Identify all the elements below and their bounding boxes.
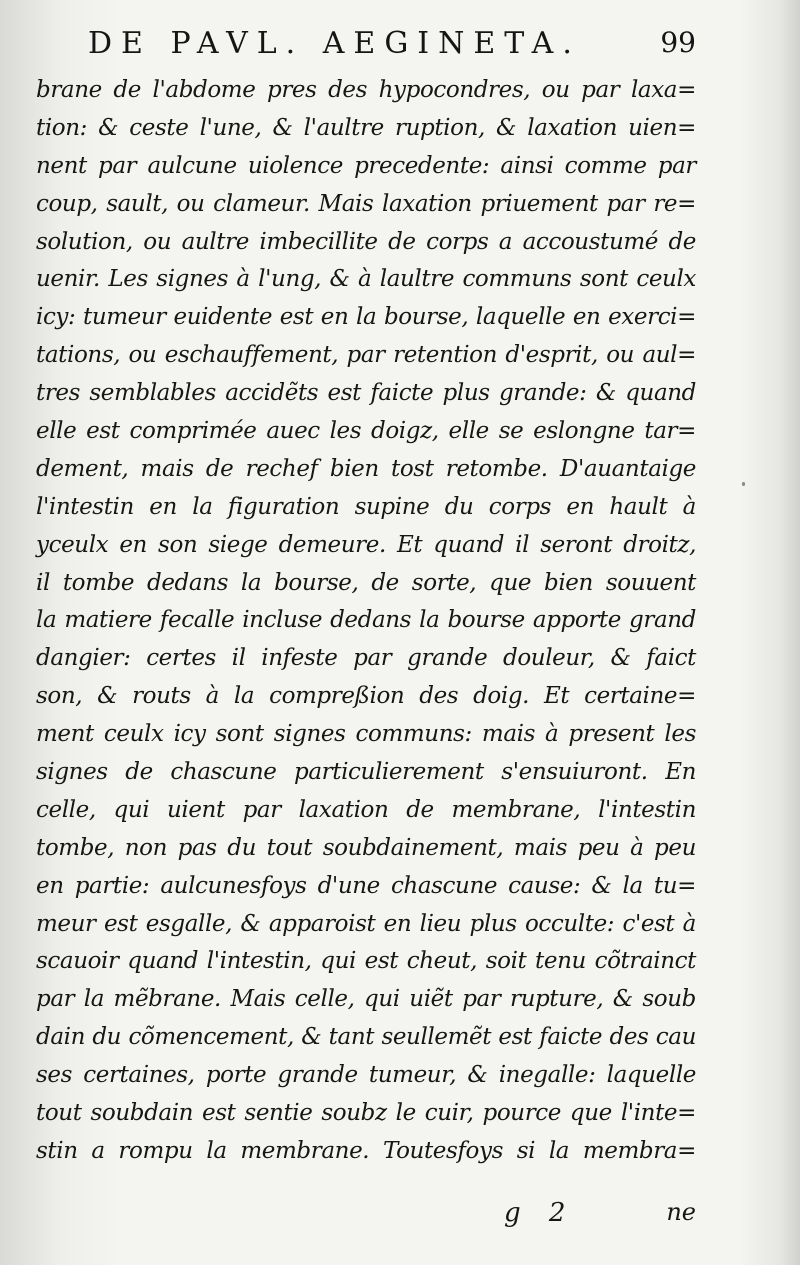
text-line: en partie: aulcunesfoys d'une chascune cause: & la tu=: [36, 872, 696, 899]
text-line: tion: & ceste l'une, & l'aultre ruption, & laxation uien=: [36, 114, 696, 141]
text-line: tout soubdain est sentie soubz le cuir, pource que l'inte=: [36, 1100, 696, 1127]
text-line: yceulx en son siege demeure. Et quand il seront droitz,: [36, 531, 696, 558]
text-line: son, & routs à la compreßion des doig. Et certaine=: [36, 683, 696, 710]
text-line: la matiere fecalle incluse dedans la bourse apporte grand: [36, 607, 696, 634]
ink-speck: [742, 482, 745, 486]
page-footer: [36, 1198, 696, 1238]
catchword: ne: [666, 1198, 696, 1226]
text-line: icy: tumeur euidente est en la bourse, laquelle en exerci=: [36, 304, 696, 331]
text-line: par la mẽbrane. Mais celle, qui uiẽt par rupture, & soub: [36, 986, 696, 1013]
text-line: ment ceulx icy sont signes communs: mais à present les: [36, 721, 696, 748]
text-line: tations, ou eschauffement, par retention d'esprit, ou aul=: [36, 342, 696, 369]
text-line: l'intestin en la figuration supine du corps en hault à: [36, 493, 696, 520]
text-line: elle est comprimée auec les doigz, elle se eslongne tar=: [36, 418, 696, 445]
text-line: celle, qui uient par laxation de membrane, l'intestin: [36, 796, 696, 823]
text-line: nent par aulcune uiolence precedente: ainsi comme par: [36, 152, 696, 179]
running-head: DE PAVL. AEGINETA.: [88, 26, 581, 61]
text-line: coup, sault, ou clameur. Mais laxation priuement par re=: [36, 190, 696, 217]
body-text: [36, 72, 696, 1171]
text-line: dain du cõmencement, & tant seullemẽt est faicte des cau: [36, 1024, 696, 1051]
text-line: tres semblables accidẽts est faicte plus grande: & quand: [36, 380, 696, 407]
text-line: dangier: certes il infeste par grande douleur, & faict: [36, 645, 696, 672]
text-line: ses certaines, porte grande tumeur, & inegalle: laquelle: [36, 1062, 696, 1089]
text-line: uenir. Les signes à l'ung, & à laultre communs sont ceulx: [36, 266, 696, 293]
text-line: signes de chascune particulierement s'ensuiuront. En: [36, 759, 696, 786]
text-line: solution, ou aultre imbecillite de corps a accoustumé de: [36, 228, 696, 255]
text-line: scauoir quand l'intestin, qui est cheut, soit tenu cõtrainct: [36, 948, 696, 975]
text-line: tombe, non pas du tout soubdainement, mais peu à peu: [36, 834, 696, 861]
text-line: dement, mais de rechef bien tost retombe. D'auantaige: [36, 455, 696, 482]
signature-mark: g 2: [504, 1198, 576, 1228]
text-line: stin a rompu la membrane. Toutesfoys si la membra=: [36, 1137, 696, 1164]
page-header: [88, 22, 718, 66]
text-line: il tombe dedans la bourse, de sorte, que bien souuent: [36, 569, 696, 596]
text-line: meur est esgalle, & apparoist en lieu plus occulte: c'est à: [36, 910, 696, 937]
text-line: brane de l'abdome pres des hypocondres, ou par laxa=: [36, 77, 696, 103]
page-number: 99: [660, 26, 696, 59]
